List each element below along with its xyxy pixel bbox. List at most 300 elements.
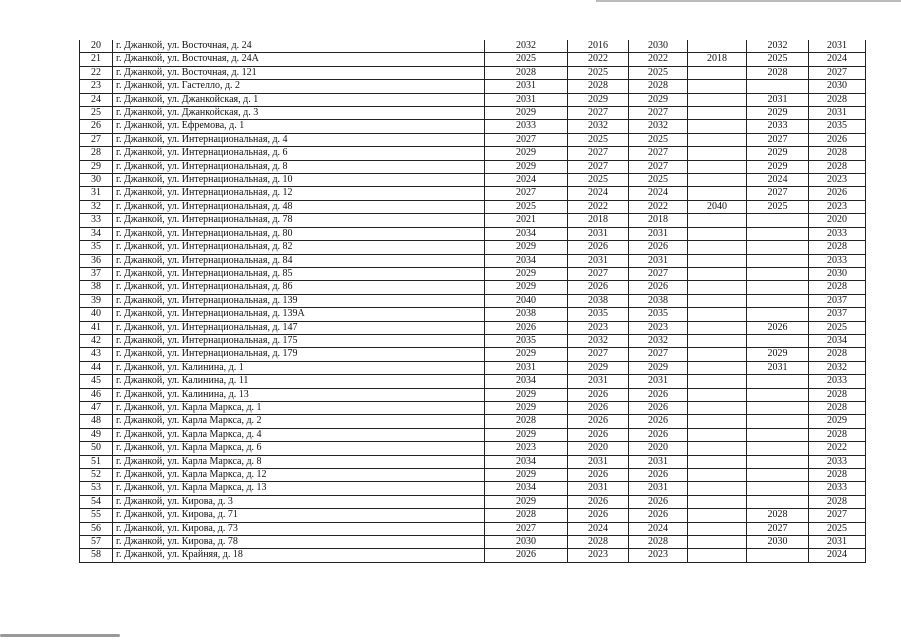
table-row (80, 120, 866, 133)
year-cell-6: 2031 (809, 40, 866, 53)
year-cell-2: 2031 (568, 254, 629, 267)
year-cell-4 (688, 160, 747, 173)
year-cell-5: 2031 (747, 93, 809, 106)
year-cell-1: 2026 (485, 321, 568, 334)
year-cell-6: 2028 (809, 160, 866, 173)
year-cell-3: 2020 (629, 442, 688, 455)
year-cell-2: 2028 (568, 80, 629, 93)
year-cell-4 (688, 174, 747, 187)
year-cell-3: 2031 (629, 254, 688, 267)
year-cell-5 (747, 428, 809, 441)
table-row (80, 536, 866, 549)
year-cell-1: 2034 (485, 375, 568, 388)
address-cell: г. Джанкой, ул. Интернациональная, д. 85 (113, 267, 485, 280)
year-cell-1: 2029 (485, 267, 568, 280)
address-cell: г. Джанкой, ул. Джанкойская, д. 1 (113, 93, 485, 106)
address-cell: г. Джанкой, ул. Интернациональная, д. 8 (113, 160, 485, 173)
row-number: 52 (80, 469, 113, 482)
address-cell: г. Джанкой, ул. Калинина, д. 1 (113, 361, 485, 374)
year-cell-5: 2029 (747, 107, 809, 120)
address-cell: г. Джанкой, ул. Восточная, д. 121 (113, 66, 485, 79)
row-number: 20 (80, 40, 113, 53)
year-cell-5: 2027 (747, 133, 809, 146)
table-row (80, 254, 866, 267)
year-cell-1: 2029 (485, 281, 568, 294)
year-cell-1: 2031 (485, 93, 568, 106)
year-cell-3: 2026 (629, 281, 688, 294)
year-cell-5: 2028 (747, 66, 809, 79)
year-cell-6: 2025 (809, 321, 866, 334)
address-cell: г. Джанкой, ул. Кирова, д. 71 (113, 509, 485, 522)
year-cell-4 (688, 428, 747, 441)
year-cell-3: 2031 (629, 482, 688, 495)
table-row (80, 442, 866, 455)
row-number: 34 (80, 227, 113, 240)
year-cell-1: 2028 (485, 509, 568, 522)
year-cell-2: 2026 (568, 388, 629, 401)
row-number: 35 (80, 241, 113, 254)
year-cell-3: 2027 (629, 147, 688, 160)
year-cell-6: 2034 (809, 334, 866, 347)
year-cell-6: 2031 (809, 107, 866, 120)
year-cell-5: 2029 (747, 147, 809, 160)
year-cell-1: 2025 (485, 53, 568, 66)
row-number: 53 (80, 482, 113, 495)
year-cell-5: 2030 (747, 536, 809, 549)
year-cell-1: 2029 (485, 241, 568, 254)
row-number: 43 (80, 348, 113, 361)
year-cell-2: 2027 (568, 348, 629, 361)
year-cell-1: 2029 (485, 348, 568, 361)
row-number: 46 (80, 388, 113, 401)
year-cell-6: 2020 (809, 214, 866, 227)
year-cell-1: 2029 (485, 107, 568, 120)
year-cell-1: 2029 (485, 495, 568, 508)
address-cell: г. Джанкой, ул. Интернациональная, д. 179 (113, 348, 485, 361)
address-cell: г. Джанкой, ул. Интернациональная, д. 84 (113, 254, 485, 267)
year-cell-3: 2030 (629, 40, 688, 53)
year-cell-2: 2016 (568, 40, 629, 53)
year-cell-1: 2029 (485, 388, 568, 401)
year-cell-6: 2026 (809, 187, 866, 200)
year-cell-6: 2033 (809, 455, 866, 468)
table-row (80, 415, 866, 428)
year-cell-2: 2027 (568, 160, 629, 173)
year-cell-3: 2029 (629, 93, 688, 106)
year-cell-5 (747, 267, 809, 280)
year-cell-2: 2020 (568, 442, 629, 455)
year-cell-3: 2025 (629, 174, 688, 187)
table-row (80, 455, 866, 468)
year-cell-3: 2025 (629, 133, 688, 146)
year-cell-5 (747, 254, 809, 267)
year-cell-4 (688, 401, 747, 414)
address-cell: г. Джанкой, ул. Интернациональная, д. 12 (113, 187, 485, 200)
year-cell-5 (747, 227, 809, 240)
year-cell-4: 2018 (688, 53, 747, 66)
table-row (80, 160, 866, 173)
year-cell-5 (747, 482, 809, 495)
year-cell-2: 2025 (568, 174, 629, 187)
year-cell-2: 2032 (568, 334, 629, 347)
year-cell-6: 2028 (809, 428, 866, 441)
year-cell-3: 2026 (629, 388, 688, 401)
year-cell-4 (688, 388, 747, 401)
year-cell-5 (747, 401, 809, 414)
year-cell-5: 2031 (747, 361, 809, 374)
address-cell: г. Джанкой, ул. Карла Маркса, д. 2 (113, 415, 485, 428)
year-cell-2: 2026 (568, 428, 629, 441)
table-row (80, 428, 866, 441)
address-cell: г. Джанкой, ул. Калинина, д. 13 (113, 388, 485, 401)
address-cell: г. Джанкой, ул. Калинина, д. 11 (113, 375, 485, 388)
address-cell: г. Джанкой, ул. Восточная, д. 24А (113, 53, 485, 66)
year-cell-3: 2031 (629, 455, 688, 468)
year-cell-1: 2034 (485, 482, 568, 495)
row-number: 50 (80, 442, 113, 455)
row-number: 41 (80, 321, 113, 334)
year-cell-1: 2034 (485, 455, 568, 468)
row-number: 24 (80, 93, 113, 106)
year-cell-1: 2027 (485, 187, 568, 200)
year-cell-3: 2027 (629, 348, 688, 361)
year-cell-5: 2029 (747, 160, 809, 173)
year-cell-6: 2030 (809, 80, 866, 93)
year-cell-4 (688, 442, 747, 455)
year-cell-2: 2022 (568, 53, 629, 66)
year-cell-6: 2028 (809, 241, 866, 254)
year-cell-6: 2031 (809, 536, 866, 549)
year-cell-1: 2026 (485, 549, 568, 562)
year-cell-2: 2027 (568, 147, 629, 160)
address-cell: г. Джанкой, ул. Интернациональная, д. 80 (113, 227, 485, 240)
table-row (80, 294, 866, 307)
year-cell-2: 2031 (568, 375, 629, 388)
year-cell-1: 2023 (485, 442, 568, 455)
table-row (80, 308, 866, 321)
year-cell-2: 2026 (568, 415, 629, 428)
row-number: 27 (80, 133, 113, 146)
year-cell-4 (688, 187, 747, 200)
year-cell-5 (747, 415, 809, 428)
row-number: 55 (80, 509, 113, 522)
year-cell-3: 2032 (629, 334, 688, 347)
table-row (80, 334, 866, 347)
year-cell-2: 2024 (568, 522, 629, 535)
year-cell-4 (688, 375, 747, 388)
row-number: 40 (80, 308, 113, 321)
year-cell-5: 2025 (747, 53, 809, 66)
table-row (80, 227, 866, 240)
table-row (80, 267, 866, 280)
address-cell: г. Джанкой, ул. Кирова, д. 78 (113, 536, 485, 549)
year-cell-2: 2026 (568, 241, 629, 254)
row-number: 45 (80, 375, 113, 388)
year-cell-4 (688, 469, 747, 482)
year-cell-3: 2026 (629, 241, 688, 254)
scan-edge-bottom (0, 634, 120, 637)
year-cell-4: 2040 (688, 200, 747, 213)
year-cell-4 (688, 227, 747, 240)
year-cell-2: 2025 (568, 133, 629, 146)
address-cell: г. Джанкой, ул. Карла Маркса, д. 4 (113, 428, 485, 441)
year-cell-4 (688, 321, 747, 334)
table-row (80, 281, 866, 294)
year-cell-6: 2030 (809, 267, 866, 280)
year-cell-4 (688, 254, 747, 267)
year-cell-3: 2026 (629, 495, 688, 508)
address-cell: г. Джанкой, ул. Крайняя, д. 18 (113, 549, 485, 562)
year-cell-6: 2028 (809, 401, 866, 414)
table-row (80, 66, 866, 79)
year-cell-5 (747, 375, 809, 388)
scan-edge-top (596, 0, 901, 2)
year-cell-5: 2024 (747, 174, 809, 187)
address-cell: г. Джанкой, ул. Интернациональная, д. 139А (113, 308, 485, 321)
row-number: 58 (80, 549, 113, 562)
year-cell-6: 2032 (809, 361, 866, 374)
address-cell: г. Джанкой, ул. Интернациональная, д. 139 (113, 294, 485, 307)
year-cell-3: 2026 (629, 509, 688, 522)
table-row (80, 469, 866, 482)
address-cell: г. Джанкой, ул. Карла Маркса, д. 13 (113, 482, 485, 495)
address-cell: г. Джанкой, ул. Карла Маркса, д. 1 (113, 401, 485, 414)
row-number: 54 (80, 495, 113, 508)
row-number: 21 (80, 53, 113, 66)
year-cell-3: 2029 (629, 361, 688, 374)
address-cell: г. Джанкой, ул. Восточная, д. 24 (113, 40, 485, 53)
address-cell: г. Джанкой, ул. Интернациональная, д. 175 (113, 334, 485, 347)
year-cell-6: 2033 (809, 482, 866, 495)
year-cell-3: 2027 (629, 107, 688, 120)
year-cell-5: 2033 (747, 120, 809, 133)
row-number: 39 (80, 294, 113, 307)
row-number: 25 (80, 107, 113, 120)
table-row (80, 107, 866, 120)
address-cell: г. Джанкой, ул. Интернациональная, д. 6 (113, 147, 485, 160)
row-number: 26 (80, 120, 113, 133)
table-row (80, 549, 866, 562)
year-cell-6: 2035 (809, 120, 866, 133)
year-cell-6: 2028 (809, 469, 866, 482)
address-cell: г. Джанкой, ул. Интернациональная, д. 48 (113, 200, 485, 213)
year-cell-6: 2029 (809, 415, 866, 428)
year-cell-2: 2022 (568, 200, 629, 213)
year-cell-6: 2027 (809, 66, 866, 79)
address-cell: г. Джанкой, ул. Кирова, д. 3 (113, 495, 485, 508)
year-cell-1: 2027 (485, 522, 568, 535)
year-cell-4 (688, 214, 747, 227)
year-cell-2: 2026 (568, 281, 629, 294)
year-cell-5 (747, 308, 809, 321)
year-cell-2: 2026 (568, 495, 629, 508)
table-row (80, 522, 866, 535)
year-cell-1: 2024 (485, 174, 568, 187)
year-cell-1: 2031 (485, 80, 568, 93)
address-cell: г. Джанкой, ул. Кирова, д. 73 (113, 522, 485, 535)
row-number: 57 (80, 536, 113, 549)
year-cell-3: 2028 (629, 80, 688, 93)
address-cell: г. Джанкой, ул. Интернациональная, д. 147 (113, 321, 485, 334)
year-cell-3: 2025 (629, 66, 688, 79)
year-cell-2: 2026 (568, 469, 629, 482)
row-number: 23 (80, 80, 113, 93)
table-row (80, 133, 866, 146)
row-number: 28 (80, 147, 113, 160)
address-cell: г. Джанкой, ул. Карла Маркса, д. 6 (113, 442, 485, 455)
year-cell-5 (747, 80, 809, 93)
table-row (80, 348, 866, 361)
year-cell-1: 2025 (485, 200, 568, 213)
year-cell-2: 2023 (568, 549, 629, 562)
year-cell-5: 2028 (747, 509, 809, 522)
year-cell-2: 2023 (568, 321, 629, 334)
year-cell-5 (747, 334, 809, 347)
year-cell-6: 2028 (809, 388, 866, 401)
year-cell-3: 2027 (629, 267, 688, 280)
row-number: 47 (80, 401, 113, 414)
year-cell-2: 2029 (568, 361, 629, 374)
row-number: 38 (80, 281, 113, 294)
year-cell-3: 2023 (629, 549, 688, 562)
year-cell-5 (747, 294, 809, 307)
year-cell-4 (688, 549, 747, 562)
year-cell-6: 2033 (809, 375, 866, 388)
year-cell-1: 2034 (485, 254, 568, 267)
year-cell-2: 2035 (568, 308, 629, 321)
table-row (80, 375, 866, 388)
year-cell-2: 2032 (568, 120, 629, 133)
table-row (80, 174, 866, 187)
table-row (80, 361, 866, 374)
year-cell-1: 2035 (485, 334, 568, 347)
year-cell-2: 2024 (568, 187, 629, 200)
year-cell-5 (747, 469, 809, 482)
year-cell-3: 2024 (629, 522, 688, 535)
year-cell-1: 2038 (485, 308, 568, 321)
year-cell-4 (688, 40, 747, 53)
year-cell-3: 2026 (629, 401, 688, 414)
year-cell-3: 2022 (629, 200, 688, 213)
year-cell-5: 2025 (747, 200, 809, 213)
address-cell: г. Джанкой, ул. Интернациональная, д. 4 (113, 133, 485, 146)
year-cell-4 (688, 415, 747, 428)
year-cell-2: 2025 (568, 66, 629, 79)
year-cell-6: 2024 (809, 549, 866, 562)
year-cell-5 (747, 281, 809, 294)
year-cell-6: 2037 (809, 308, 866, 321)
year-cell-2: 2026 (568, 401, 629, 414)
row-number: 49 (80, 428, 113, 441)
year-cell-6: 2027 (809, 509, 866, 522)
year-cell-3: 2031 (629, 227, 688, 240)
year-cell-6: 2022 (809, 442, 866, 455)
year-cell-3: 2026 (629, 469, 688, 482)
table-row (80, 241, 866, 254)
table-row (80, 214, 866, 227)
year-cell-1: 2029 (485, 401, 568, 414)
year-cell-4 (688, 522, 747, 535)
year-cell-3: 2031 (629, 375, 688, 388)
year-cell-2: 2027 (568, 107, 629, 120)
year-cell-2: 2031 (568, 482, 629, 495)
year-cell-5 (747, 549, 809, 562)
year-cell-5 (747, 455, 809, 468)
year-cell-4 (688, 147, 747, 160)
year-cell-1: 2028 (485, 415, 568, 428)
year-cell-4 (688, 133, 747, 146)
year-cell-3: 2032 (629, 120, 688, 133)
year-cell-3: 2023 (629, 321, 688, 334)
year-cell-2: 2026 (568, 509, 629, 522)
year-cell-3: 2038 (629, 294, 688, 307)
address-cell: г. Джанкой, ул. Джанкойская, д. 3 (113, 107, 485, 120)
year-cell-1: 2027 (485, 133, 568, 146)
year-cell-1: 2030 (485, 536, 568, 549)
year-cell-4 (688, 267, 747, 280)
year-cell-4 (688, 455, 747, 468)
year-cell-3: 2026 (629, 415, 688, 428)
row-number: 36 (80, 254, 113, 267)
year-cell-6: 2033 (809, 254, 866, 267)
row-number: 48 (80, 415, 113, 428)
year-cell-1: 2028 (485, 66, 568, 79)
year-cell-5: 2026 (747, 321, 809, 334)
table-row (80, 187, 866, 200)
year-cell-3: 2026 (629, 428, 688, 441)
year-cell-4 (688, 80, 747, 93)
year-cell-4 (688, 482, 747, 495)
address-cell: г. Джанкой, ул. Интернациональная, д. 86 (113, 281, 485, 294)
year-cell-4 (688, 536, 747, 549)
year-cell-3: 2027 (629, 160, 688, 173)
year-cell-6: 2028 (809, 281, 866, 294)
year-cell-1: 2033 (485, 120, 568, 133)
year-cell-4 (688, 294, 747, 307)
year-cell-6: 2023 (809, 200, 866, 213)
row-number: 29 (80, 160, 113, 173)
year-cell-2: 2027 (568, 267, 629, 280)
year-cell-1: 2034 (485, 227, 568, 240)
year-cell-1: 2032 (485, 40, 568, 53)
row-number: 32 (80, 200, 113, 213)
year-cell-5: 2027 (747, 187, 809, 200)
year-cell-6: 2026 (809, 133, 866, 146)
year-cell-4 (688, 509, 747, 522)
year-cell-3: 2024 (629, 187, 688, 200)
year-cell-5 (747, 388, 809, 401)
year-cell-6: 2037 (809, 294, 866, 307)
row-number: 44 (80, 361, 113, 374)
year-cell-4 (688, 361, 747, 374)
year-cell-4 (688, 120, 747, 133)
row-number: 56 (80, 522, 113, 535)
row-number: 51 (80, 455, 113, 468)
year-cell-3: 2022 (629, 53, 688, 66)
year-cell-1: 2021 (485, 214, 568, 227)
year-cell-1: 2040 (485, 294, 568, 307)
year-cell-3: 2028 (629, 536, 688, 549)
address-cell: г. Джанкой, ул. Карла Маркса, д. 8 (113, 455, 485, 468)
address-cell: г. Джанкой, ул. Интернациональная, д. 10 (113, 174, 485, 187)
year-cell-1: 2031 (485, 361, 568, 374)
year-cell-2: 2038 (568, 294, 629, 307)
address-cell: г. Джанкой, ул. Интернациональная, д. 78 (113, 214, 485, 227)
table-row (80, 93, 866, 106)
year-cell-2: 2031 (568, 455, 629, 468)
year-cell-1: 2029 (485, 428, 568, 441)
year-cell-6: 2033 (809, 227, 866, 240)
